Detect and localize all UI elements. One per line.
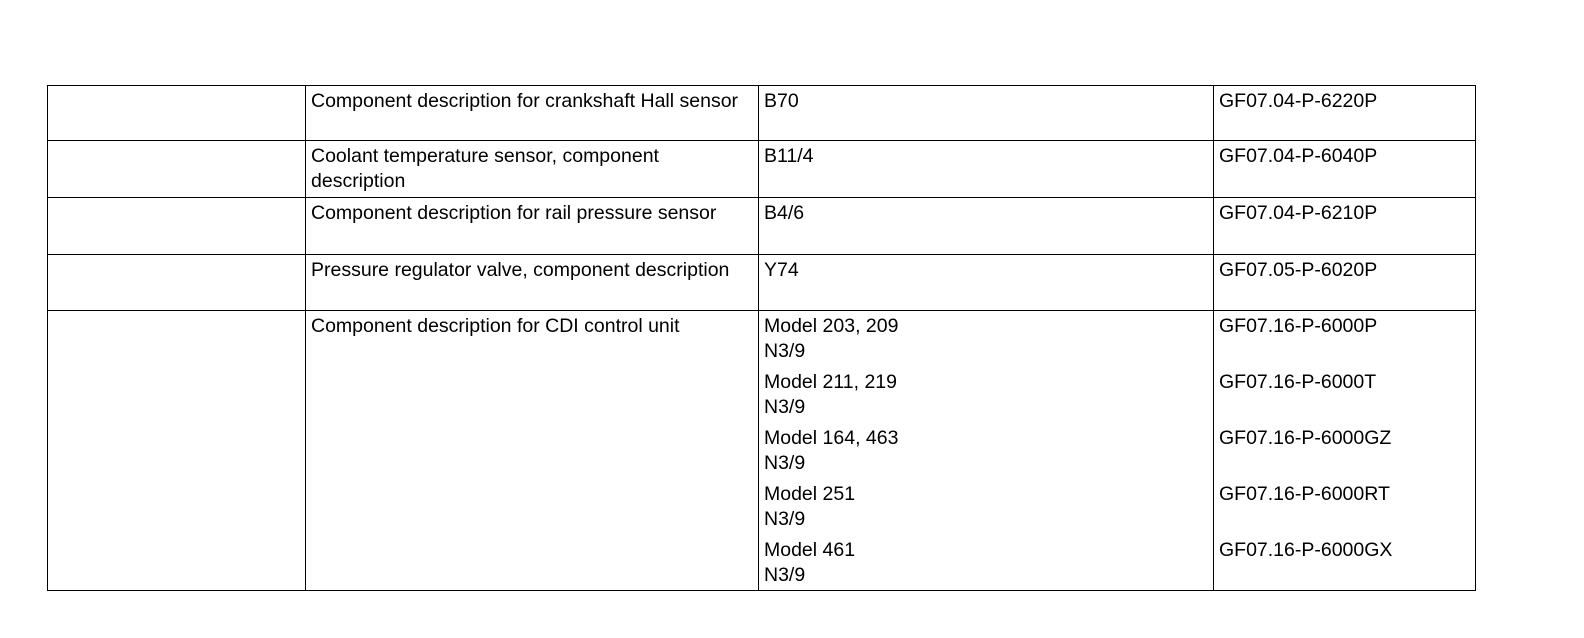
variant-component xyxy=(764,482,1208,538)
component-cell: Y74 xyxy=(759,255,1214,311)
variant-component xyxy=(764,426,1208,482)
document-link[interactable]: GF07.05-P-6020P xyxy=(1214,255,1476,311)
variant-model: Model 203, 209 xyxy=(764,315,899,337)
variant-component-code: N3/9 xyxy=(764,340,806,362)
variant-model: Model 251 xyxy=(764,483,856,505)
document-link[interactable]: GF07.16-P-6000T xyxy=(1219,371,1377,393)
blank-cell xyxy=(48,86,306,141)
description-cell: Component description for CDI control unit xyxy=(306,311,759,591)
table-row xyxy=(48,255,1476,311)
blank-cell xyxy=(48,198,306,255)
variant-document xyxy=(1219,538,1470,588)
description-cell: Coolant temperature sensor, component description xyxy=(306,141,759,198)
variant-model: Model 164, 463 xyxy=(764,427,899,449)
variant-component xyxy=(764,370,1208,426)
component-cell: B70 xyxy=(759,86,1214,141)
variant-model: Model 461 xyxy=(764,539,856,561)
table-row xyxy=(48,311,1476,591)
document-link[interactable]: GF07.04-P-6040P xyxy=(1214,141,1476,198)
variant-component-code: N3/9 xyxy=(764,452,806,474)
variant-component-code: N3/9 xyxy=(764,564,806,586)
document-link[interactable]: GF07.16-P-6000GZ xyxy=(1219,427,1392,449)
component-cell: B11/4 xyxy=(759,141,1214,198)
variant-document xyxy=(1219,426,1470,482)
document-link[interactable]: GF07.16-P-6000RT xyxy=(1219,483,1390,505)
variant-component-code: N3/9 xyxy=(764,396,806,418)
component-table xyxy=(47,85,1476,591)
variant-model: Model 211, 219 xyxy=(764,371,897,393)
description-cell: Pressure regulator valve, component description xyxy=(306,255,759,311)
document-link[interactable]: GF07.16-P-6000P xyxy=(1219,315,1378,337)
table-row xyxy=(48,141,1476,198)
variant-component-code: N3/9 xyxy=(764,508,806,530)
component-cell: B4/6 xyxy=(759,198,1214,255)
blank-cell xyxy=(48,255,306,311)
table-row xyxy=(48,198,1476,255)
model-variants-cell xyxy=(759,311,1214,591)
model-documents-cell xyxy=(1214,311,1476,591)
document-link[interactable]: GF07.04-P-6210P xyxy=(1214,198,1476,255)
variant-component xyxy=(764,314,1208,370)
document-link[interactable]: GF07.16-P-6000GX xyxy=(1219,539,1393,561)
blank-cell xyxy=(48,141,306,198)
variant-document xyxy=(1219,370,1470,426)
variant-document xyxy=(1219,482,1470,538)
document-link[interactable]: GF07.04-P-6220P xyxy=(1214,86,1476,141)
variant-component xyxy=(764,538,1208,588)
table-row xyxy=(48,86,1476,141)
description-cell: Component description for crankshaft Hall sensor xyxy=(306,86,759,141)
blank-cell xyxy=(48,311,306,591)
description-cell: Component description for rail pressure sensor xyxy=(306,198,759,255)
variant-document xyxy=(1219,314,1470,370)
